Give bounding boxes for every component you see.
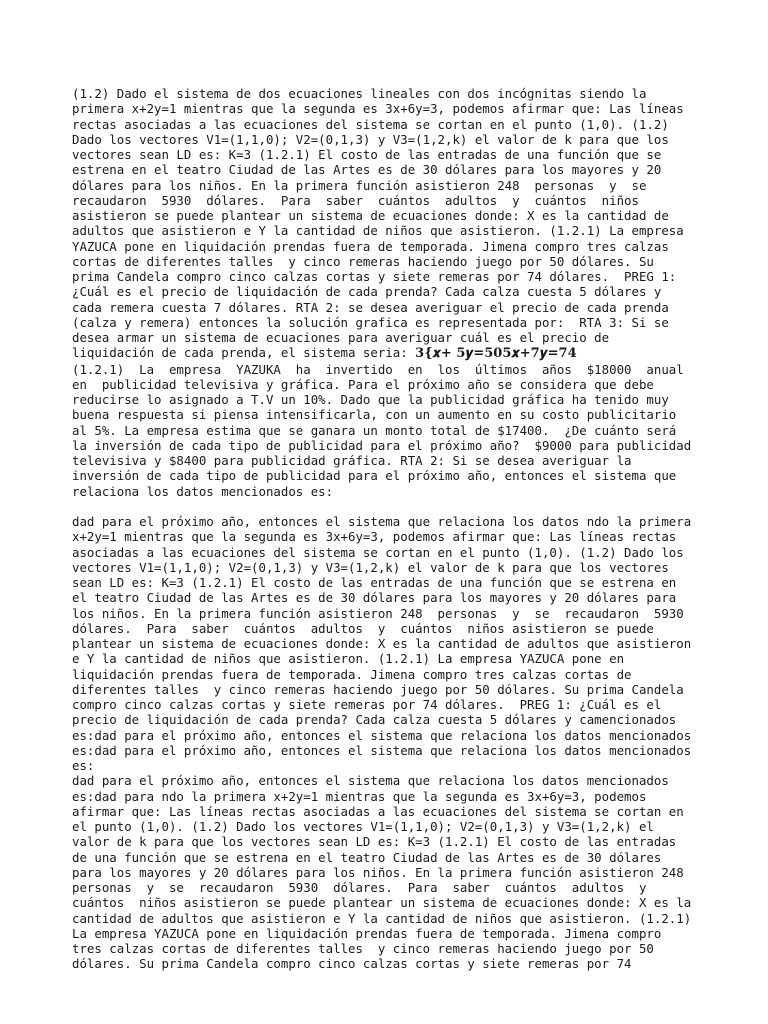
paragraph-2: dad para el próximo año, entonces el sistema que relaciona los datos ndo la primera x+2y=1 mientras que la segunda es 3x+6y=3, podemos afirmar que: Las líneas rectas asociadas a las ecuaciones del sistema se cortan en el punto (1,0). (1.2) Dado los vectores V1=(1,1,0); V2=(0,1,3) y V3=(1,2,k) el valor de k para que los vectores sean LD es: K=3 (1.2.1) El costo de las entradas de una función que se estrena en el teatro Ciudad de las Artes es de 30 dólares para los mayores y 20 dólares para los niños. En la primera función asistieron 248 personas y se recaudaron 5930 dólares. Para saber cuántos adultos y cuántos niños asistieron se puede plantear un sistema de ecuaciones donde: X es la cantidad de adultos que asistieron e Y la cantidad de niños que asistieron. (1.2.1) La empresa YAZUCA pone en liquidación prendas fuera de temporada. Jimena compro tres calzas cortas de diferentes talles y cinco remeras haciendo juego por 50 dólares. Su prima Candela compro cinco calzas cortas y siete remeras por 74 dólares. PREG 1: ¿Cuál es el precio de liquidación de cada prenda? Cada calza cuesta 5 dólares y camencionados es:dad para el próximo año, entonces el sistema que relaciona los datos mencionados es:dad para el próximo año, entonces el sistema que relaciona los datos mencionados es: dad para el próximo año, entonces el sistema que relaciona los datos mencionados es:dad para ndo la primera x+2y=1 mientras que la segunda es 3x+6y=3, podemos afirmar que: Las líneas rectas asociadas a las ecuaciones del sistema se cortan en el punto (1,0). (1.2) Dado los vectores V1=(1,1,0); V2=(0,1,3) y V3=(1,2,k) el valor de k para que los vectores sean LD es: K=3 (1.2.1) El costo de las entradas de una función que se estrena en el teatro Ciudad de las Artes es de 30 dólares para los mayores y 20 dólares para los niños. En la primera función asistieron 248 personas y se recaudaron 5930 dólares. Para saber cuántos adultos y cuántos niños asistieron se puede plantear un sistema de ecuaciones donde: X es la cantidad de adultos que asistieron e Y la cantidad de niños que asistieron. (1.2.1) La empresa YAZUCA pone en liquidación prendas fuera de temporada. Jimena compro tres calzas cortas de diferentes talles y cinco remeras haciendo juego por 50 dólares. Su prima Candela compro cinco calzas cortas y siete remeras por 74 xyxy=(72,514,692,972)
equation-system: 3{𝒙+ 5𝒚=505𝒙+7𝒚=74 xyxy=(415,346,577,362)
document-page xyxy=(72,86,712,972)
paragraph-1 xyxy=(72,86,712,499)
paragraph-1-text-before-math: (1.2) Dado el sistema de dos ecuaciones lineales con dos incógnitas siendo la primera x+2y=1 mientras que la segunda es 3x+6y=3, podemos afirmar que: Las líneas rectas asociadas a las ecuaciones del sistema se cortan en el punto (1,0). (1.2) Dado los vectores V1=(1,1,0); V2=(0,1,3) y V3=(1,2,k) el valor de k para que los vectores sean LD es: K=3 (1.2.1) El costo de las entradas de una función que se estrena en el teatro Ciudad de las Artes es de 30 dólares para los mayores y 20 dólares para los niños. En la primera función asistieron 248 personas y se recaudaron 5930 dólares. Para saber cuántos adultos y cuántos niños asistieron se puede plantear un sistema de ecuaciones donde: X es la cantidad de adultos que asistieron e Y la cantidad de niños que asistieron. (1.2.1) La empresa YAZUCA pone en liquidación prendas fuera de temporada. Jimena compro tres calzas cortas de diferentes talles y cinco remeras haciendo juego por 50 dólares. Su prima Candela compro cinco calzas cortas y siete remeras por 74 dólares. PREG 1: ¿Cuál es el precio de liquidación de cada prenda? Cada calza cuesta 5 dólares y cada remera cuesta 7 dólares. RTA 2: se desea averiguar el precio de cada prenda (calza y remera) entonces la solución grafica es representada por: RTA 3: Si se desea armar un sistema de ecuaciones para averiguar cuál es el precio de liquidación de cada prenda, el sistema seria: xyxy=(72,86,684,361)
paragraph-1-text-after-math: (1.2.1) La empresa YAZUKA ha invertido en los últimos años $18000 anual en publicidad televisiva y gráfica. Para el próximo año se considera que debe reducirse lo asignado a T.V un 10%. Dado que la publicidad gráfica ha tenido muy buena respuesta si piensa intensificarla, con un aumento en su costo publicitario al 5%. La empresa estima que se ganara un monto total de $17400. ¿De cuánto será la inversión de cada tipo de publicidad para el próximo año? $9000 para publicidad televisiva y $8400 para publicidad gráfica. RTA 2: Si se desea averiguar la inversión de cada tipo de publicidad para el próximo año, entonces el sistema que relaciona los datos mencionados es: xyxy=(72,361,692,499)
